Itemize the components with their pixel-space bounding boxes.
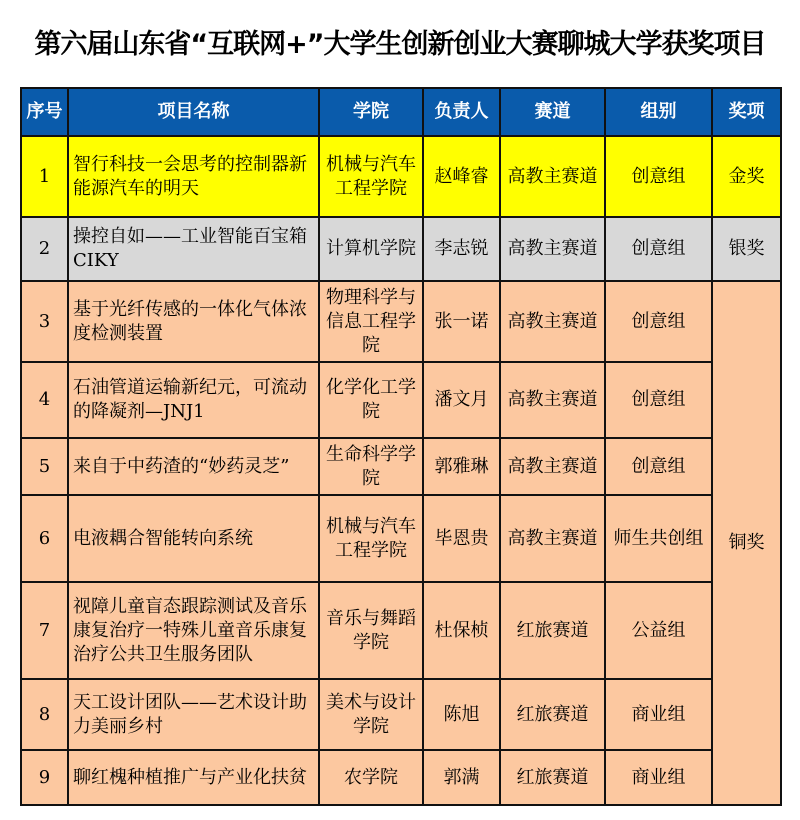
header-project: 项目名称 xyxy=(68,88,319,136)
cell-no: 3 xyxy=(21,281,68,362)
table-row xyxy=(21,679,781,750)
cell-group: 创意组 xyxy=(605,362,712,438)
header-award: 奖项 xyxy=(712,88,781,136)
cell-no: 7 xyxy=(21,582,68,679)
cell-track: 高教主赛道 xyxy=(500,362,605,438)
table-row xyxy=(21,281,781,362)
cell-no: 6 xyxy=(21,495,68,582)
cell-college: 机械与汽车工程学院 xyxy=(319,495,423,582)
cell-project: 智行科技一会思考的控制器新能源汽车的明天 xyxy=(68,136,319,217)
table-row xyxy=(21,750,781,805)
cell-track: 红旅赛道 xyxy=(500,582,605,679)
cell-leader: 郭满 xyxy=(423,750,500,805)
cell-award-merged: 铜奖 xyxy=(712,281,781,805)
header-group: 组别 xyxy=(605,88,712,136)
cell-project: 操控自如——工业智能百宝箱CIKY xyxy=(68,217,319,281)
cell-college: 美术与设计学院 xyxy=(319,679,423,750)
cell-track: 红旅赛道 xyxy=(500,679,605,750)
table-row xyxy=(21,495,781,582)
cell-project: 视障儿童盲态跟踪测试及音乐康复治疗一特殊儿童音乐康复治疗公共卫生服务团队 xyxy=(68,582,319,679)
cell-track: 高教主赛道 xyxy=(500,217,605,281)
cell-award: 银奖 xyxy=(712,217,781,281)
cell-project: 基于光纤传感的一体化气体浓度检测装置 xyxy=(68,281,319,362)
cell-college: 机械与汽车工程学院 xyxy=(319,136,423,217)
awards-table xyxy=(20,87,782,806)
table-row xyxy=(21,438,781,495)
cell-track: 高教主赛道 xyxy=(500,281,605,362)
cell-leader: 毕恩贵 xyxy=(423,495,500,582)
cell-college: 化学化工学院 xyxy=(319,362,423,438)
table-row xyxy=(21,136,781,217)
cell-college: 音乐与舞蹈学院 xyxy=(319,582,423,679)
cell-no: 1 xyxy=(21,136,68,217)
cell-track: 高教主赛道 xyxy=(500,495,605,582)
header-no: 序号 xyxy=(21,88,68,136)
cell-group: 创意组 xyxy=(605,281,712,362)
cell-project: 电液耦合智能转向系统 xyxy=(68,495,319,582)
cell-no: 8 xyxy=(21,679,68,750)
cell-project: 天工设计团队——艺术设计助力美丽乡村 xyxy=(68,679,319,750)
table-header-row xyxy=(21,88,781,136)
cell-group: 创意组 xyxy=(605,136,712,217)
page-title: 第六届山东省“互联网+”大学生创新创业大赛聊城大学获奖项目 xyxy=(34,29,766,60)
cell-group: 商业组 xyxy=(605,679,712,750)
cell-college: 农学院 xyxy=(319,750,423,805)
cell-no: 5 xyxy=(21,438,68,495)
cell-track: 红旅赛道 xyxy=(500,750,605,805)
cell-group: 创意组 xyxy=(605,217,712,281)
cell-award: 金奖 xyxy=(712,136,781,217)
table-row xyxy=(21,217,781,281)
header-leader: 负责人 xyxy=(423,88,500,136)
table-row xyxy=(21,582,781,679)
cell-leader: 杜保桢 xyxy=(423,582,500,679)
cell-leader: 郭雅琳 xyxy=(423,438,500,495)
cell-project: 来自于中药渣的“妙药灵芝” xyxy=(68,438,319,495)
cell-group: 商业组 xyxy=(605,750,712,805)
header-track: 赛道 xyxy=(500,88,605,136)
cell-no: 4 xyxy=(21,362,68,438)
cell-leader: 张一诺 xyxy=(423,281,500,362)
cell-college: 生命科学学院 xyxy=(319,438,423,495)
cell-college: 计算机学院 xyxy=(319,217,423,281)
table-row xyxy=(21,362,781,438)
cell-leader: 陈旭 xyxy=(423,679,500,750)
cell-no: 2 xyxy=(21,217,68,281)
cell-leader: 赵峰睿 xyxy=(423,136,500,217)
cell-project: 聊红槐种植推广与产业化扶贫 xyxy=(68,750,319,805)
cell-college: 物理科学与信息工程学院 xyxy=(319,281,423,362)
cell-leader: 潘文月 xyxy=(423,362,500,438)
cell-group: 公益组 xyxy=(605,582,712,679)
cell-no: 9 xyxy=(21,750,68,805)
header-college: 学院 xyxy=(319,88,423,136)
cell-group: 师生共创组 xyxy=(605,495,712,582)
cell-leader: 李志锐 xyxy=(423,217,500,281)
cell-track: 高教主赛道 xyxy=(500,438,605,495)
cell-track: 高教主赛道 xyxy=(500,136,605,217)
cell-group: 创意组 xyxy=(605,438,712,495)
cell-project: 石油管道运输新纪元，可流动的降凝剂—JNJ1 xyxy=(68,362,319,438)
